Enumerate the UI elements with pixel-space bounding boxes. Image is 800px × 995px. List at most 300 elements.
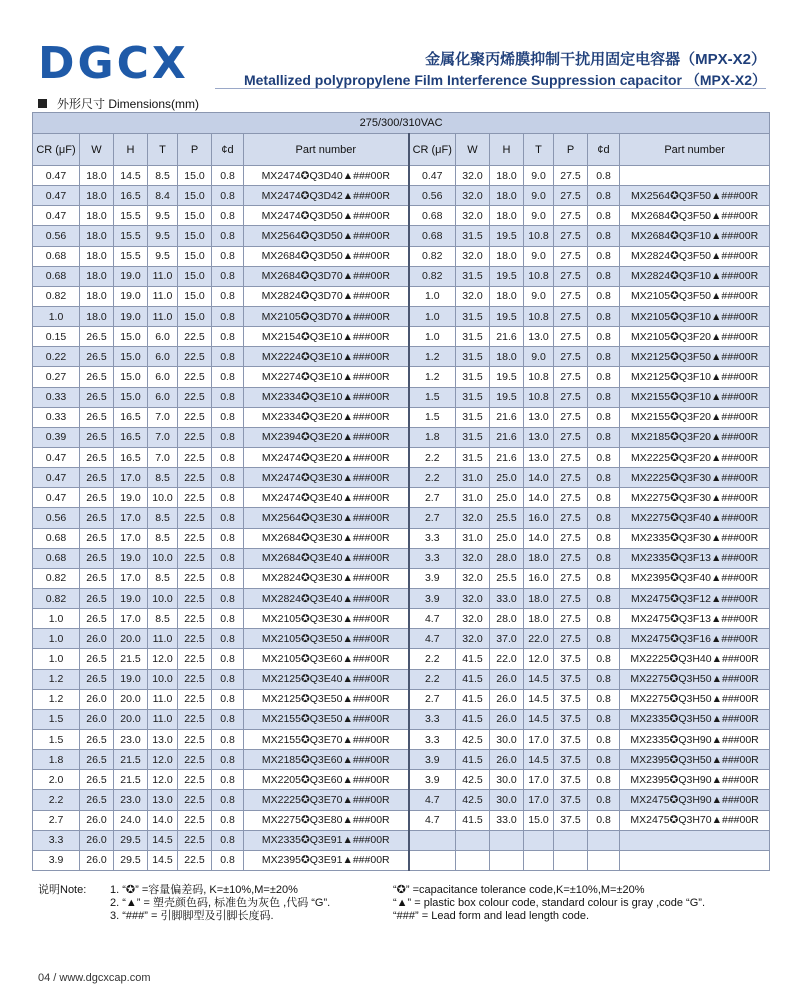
right-cell-part-number: MX2684✪Q3F10▲###00R: [620, 226, 770, 246]
right-cell-h: 25.0: [490, 488, 524, 508]
left-cell-w: 18.0: [80, 266, 114, 286]
right-cell-cr: 1.2: [409, 367, 456, 387]
left-cell-d: 0.8: [212, 689, 244, 709]
left-cell-cr: 0.68: [33, 528, 80, 548]
left-cell-w: 26.5: [80, 367, 114, 387]
left-cell-p: 22.5: [178, 790, 212, 810]
left-cell-part-number: MX2105✪Q3E60▲###00R: [244, 649, 409, 669]
right-cell-h: 28.0: [490, 609, 524, 629]
right-cell-p: 27.5: [554, 447, 588, 467]
left-cell-w: 26.0: [80, 850, 114, 870]
left-cell-p: 15.0: [178, 286, 212, 306]
left-cell-p: 22.5: [178, 709, 212, 729]
right-cell-t: 22.0: [524, 629, 554, 649]
left-cell-part-number: MX2185✪Q3E60▲###00R: [244, 750, 409, 770]
left-cell-p: 22.5: [178, 750, 212, 770]
right-cell-d: 0.8: [588, 286, 620, 306]
left-cell-h: 20.0: [114, 709, 148, 729]
table-row: [33, 629, 770, 649]
right-cell-cr: 4.7: [409, 609, 456, 629]
right-cell-cr: [409, 850, 456, 870]
right-cell-w: 31.5: [456, 226, 490, 246]
right-cell-w: 31.0: [456, 468, 490, 488]
left-cell-p: 22.5: [178, 468, 212, 488]
right-cell-d: 0.8: [588, 588, 620, 608]
right-cell-cr: 0.47: [409, 166, 456, 186]
left-cell-t: 11.0: [148, 689, 178, 709]
right-cell-t: 13.0: [524, 327, 554, 347]
table-row: [33, 528, 770, 548]
left-cell-p: 22.5: [178, 548, 212, 568]
left-cell-part-number: MX2684✪Q3E40▲###00R: [244, 548, 409, 568]
right-cell-t: 10.8: [524, 306, 554, 326]
left-cell-h: 19.0: [114, 266, 148, 286]
right-cell-w: 31.0: [456, 528, 490, 548]
left-cell-cr: 1.2: [33, 689, 80, 709]
right-cell-t: [524, 830, 554, 850]
note-cn-2: 2. “▲” = 塑壳颜色码, 标准色为灰色 ,代码 “G”.: [110, 897, 331, 909]
table-row: [33, 810, 770, 830]
right-cell-t: 14.0: [524, 488, 554, 508]
section-title: 外形尺寸 Dimensions(mm): [57, 97, 200, 111]
right-cell-part-number: MX2105✪Q3F20▲###00R: [620, 327, 770, 347]
col-header-part-number: Part number: [244, 134, 409, 166]
left-cell-d: 0.8: [212, 709, 244, 729]
right-cell-t: 9.0: [524, 286, 554, 306]
right-cell-d: 0.8: [588, 548, 620, 568]
left-cell-t: 8.5: [148, 166, 178, 186]
left-cell-cr: 0.47: [33, 186, 80, 206]
left-cell-w: 26.5: [80, 770, 114, 790]
right-cell-w: 31.5: [456, 367, 490, 387]
right-cell-h: 19.5: [490, 226, 524, 246]
right-cell-cr: 1.0: [409, 306, 456, 326]
right-cell-d: 0.8: [588, 226, 620, 246]
left-cell-w: 26.5: [80, 447, 114, 467]
right-cell-p: 37.5: [554, 770, 588, 790]
right-cell-p: 27.5: [554, 588, 588, 608]
left-cell-part-number: MX2564✪Q3D50▲###00R: [244, 226, 409, 246]
right-cell-cr: 4.7: [409, 810, 456, 830]
right-cell-d: 0.8: [588, 407, 620, 427]
col-header-t: T: [148, 134, 178, 166]
left-cell-part-number: MX2205✪Q3E60▲###00R: [244, 770, 409, 790]
table-row: [33, 327, 770, 347]
left-cell-h: 19.0: [114, 669, 148, 689]
right-cell-part-number: MX2475✪Q3F16▲###00R: [620, 629, 770, 649]
left-cell-cr: 1.2: [33, 669, 80, 689]
right-cell-d: 0.8: [588, 709, 620, 729]
left-cell-d: 0.8: [212, 669, 244, 689]
left-cell-d: 0.8: [212, 729, 244, 749]
right-cell-t: 9.0: [524, 206, 554, 226]
right-cell-cr: 1.5: [409, 387, 456, 407]
right-cell-p: 27.5: [554, 427, 588, 447]
right-cell-d: 0.8: [588, 629, 620, 649]
left-cell-p: 22.5: [178, 568, 212, 588]
left-cell-t: 11.0: [148, 629, 178, 649]
left-cell-part-number: MX2394✪Q3E20▲###00R: [244, 427, 409, 447]
table-row: [33, 266, 770, 286]
right-cell-w: 31.5: [456, 327, 490, 347]
left-cell-h: 21.5: [114, 750, 148, 770]
left-cell-d: 0.8: [212, 488, 244, 508]
right-cell-cr: 2.2: [409, 447, 456, 467]
right-cell-part-number: MX2684✪Q3F50▲###00R: [620, 206, 770, 226]
right-cell-p: 27.5: [554, 468, 588, 488]
right-cell-p: 27.5: [554, 206, 588, 226]
left-cell-h: 15.5: [114, 246, 148, 266]
left-cell-part-number: MX2274✪Q3E10▲###00R: [244, 367, 409, 387]
right-cell-h: 26.0: [490, 669, 524, 689]
right-cell-h: 33.0: [490, 588, 524, 608]
right-cell-p: 37.5: [554, 790, 588, 810]
left-cell-h: 14.5: [114, 166, 148, 186]
right-cell-t: 14.5: [524, 709, 554, 729]
right-cell-w: 32.0: [456, 588, 490, 608]
table-row: [33, 367, 770, 387]
left-cell-w: 26.0: [80, 830, 114, 850]
right-cell-part-number: MX2335✪Q3H90▲###00R: [620, 729, 770, 749]
table-row: [33, 447, 770, 467]
left-cell-part-number: MX2154✪Q3E10▲###00R: [244, 327, 409, 347]
left-cell-d: 0.8: [212, 830, 244, 850]
left-cell-cr: 0.68: [33, 246, 80, 266]
right-cell-w: 32.0: [456, 166, 490, 186]
right-cell-cr: 3.3: [409, 528, 456, 548]
right-cell-cr: 3.9: [409, 770, 456, 790]
left-cell-h: 15.5: [114, 226, 148, 246]
right-cell-w: 31.0: [456, 488, 490, 508]
table-row: [33, 729, 770, 749]
left-cell-part-number: MX2474✪Q3D50▲###00R: [244, 206, 409, 226]
col-header-t: T: [524, 134, 554, 166]
right-cell-cr: 2.7: [409, 689, 456, 709]
right-cell-t: [524, 850, 554, 870]
right-cell-part-number: MX2125✪Q3F50▲###00R: [620, 347, 770, 367]
left-cell-h: 16.5: [114, 186, 148, 206]
right-cell-w: 42.5: [456, 790, 490, 810]
left-cell-d: 0.8: [212, 427, 244, 447]
left-cell-t: 6.0: [148, 327, 178, 347]
left-cell-w: 26.5: [80, 588, 114, 608]
left-cell-p: 22.5: [178, 407, 212, 427]
left-cell-p: 15.0: [178, 226, 212, 246]
right-cell-part-number: MX2225✪Q3H40▲###00R: [620, 649, 770, 669]
right-cell-cr: 4.7: [409, 790, 456, 810]
right-cell-p: 37.5: [554, 669, 588, 689]
table-row: [33, 166, 770, 186]
right-cell-d: 0.8: [588, 387, 620, 407]
table-row: [33, 246, 770, 266]
right-cell-w: 42.5: [456, 729, 490, 749]
right-cell-part-number: MX2564✪Q3F50▲###00R: [620, 186, 770, 206]
left-cell-d: 0.8: [212, 166, 244, 186]
left-cell-part-number: MX2225✪Q3E70▲###00R: [244, 790, 409, 810]
left-cell-d: 0.8: [212, 609, 244, 629]
right-cell-w: 41.5: [456, 689, 490, 709]
left-cell-d: 0.8: [212, 629, 244, 649]
right-cell-d: 0.8: [588, 206, 620, 226]
right-cell-h: 19.5: [490, 367, 524, 387]
left-cell-cr: 0.22: [33, 347, 80, 367]
left-cell-t: 8.5: [148, 609, 178, 629]
right-cell-t: 9.0: [524, 166, 554, 186]
left-cell-cr: 1.0: [33, 629, 80, 649]
right-cell-part-number: MX2225✪Q3F20▲###00R: [620, 447, 770, 467]
left-cell-cr: 0.33: [33, 387, 80, 407]
left-cell-part-number: MX2334✪Q3E20▲###00R: [244, 407, 409, 427]
left-cell-cr: 0.15: [33, 327, 80, 347]
right-cell-t: 17.0: [524, 729, 554, 749]
right-cell-h: 21.6: [490, 407, 524, 427]
left-cell-part-number: MX2105✪Q3E50▲###00R: [244, 629, 409, 649]
right-cell-d: 0.8: [588, 347, 620, 367]
right-cell-cr: 3.9: [409, 568, 456, 588]
right-cell-cr: 1.0: [409, 327, 456, 347]
left-cell-w: 26.5: [80, 528, 114, 548]
left-cell-p: 22.5: [178, 528, 212, 548]
table-row: [33, 830, 770, 850]
right-cell-p: 27.5: [554, 186, 588, 206]
table-row: [33, 508, 770, 528]
left-cell-cr: 0.47: [33, 166, 80, 186]
right-cell-h: 18.0: [490, 166, 524, 186]
left-cell-w: 26.0: [80, 689, 114, 709]
right-cell-p: 27.5: [554, 327, 588, 347]
right-cell-h: 25.0: [490, 528, 524, 548]
left-cell-d: 0.8: [212, 548, 244, 568]
right-cell-h: 18.0: [490, 246, 524, 266]
brand-logo: DGCX: [38, 38, 189, 89]
section-heading: [38, 95, 199, 112]
left-cell-p: 15.0: [178, 306, 212, 326]
table-row: [33, 387, 770, 407]
left-cell-cr: 2.7: [33, 810, 80, 830]
right-cell-p: 27.5: [554, 528, 588, 548]
left-cell-t: 14.5: [148, 850, 178, 870]
left-cell-w: 26.5: [80, 488, 114, 508]
right-cell-t: 15.0: [524, 810, 554, 830]
left-cell-part-number: MX2824✪Q3D70▲###00R: [244, 286, 409, 306]
left-cell-h: 19.0: [114, 286, 148, 306]
right-cell-t: 10.8: [524, 367, 554, 387]
right-cell-p: 27.5: [554, 548, 588, 568]
col-header-cr: CR (μF): [33, 134, 80, 166]
left-cell-cr: 3.3: [33, 830, 80, 850]
right-cell-h: 21.6: [490, 447, 524, 467]
right-cell-part-number: [620, 830, 770, 850]
left-cell-cr: 1.0: [33, 306, 80, 326]
right-cell-p: 27.5: [554, 266, 588, 286]
right-cell-cr: 1.2: [409, 347, 456, 367]
left-cell-w: 18.0: [80, 286, 114, 306]
right-cell-p: [554, 850, 588, 870]
left-cell-part-number: MX2564✪Q3E30▲###00R: [244, 508, 409, 528]
right-cell-d: 0.8: [588, 790, 620, 810]
left-cell-part-number: MX2125✪Q3E40▲###00R: [244, 669, 409, 689]
left-cell-d: 0.8: [212, 286, 244, 306]
left-cell-t: 11.0: [148, 306, 178, 326]
table-row: [33, 407, 770, 427]
right-cell-cr: 0.68: [409, 206, 456, 226]
right-cell-d: 0.8: [588, 669, 620, 689]
right-cell-p: 27.5: [554, 508, 588, 528]
left-cell-t: 6.0: [148, 347, 178, 367]
left-cell-h: 20.0: [114, 689, 148, 709]
right-cell-d: 0.8: [588, 609, 620, 629]
right-cell-h: 30.0: [490, 770, 524, 790]
table-row: [33, 347, 770, 367]
left-cell-t: 8.5: [148, 528, 178, 548]
left-cell-d: 0.8: [212, 347, 244, 367]
right-cell-t: 13.0: [524, 447, 554, 467]
left-cell-part-number: MX2684✪Q3D70▲###00R: [244, 266, 409, 286]
left-cell-w: 18.0: [80, 246, 114, 266]
left-cell-w: 26.5: [80, 407, 114, 427]
right-cell-part-number: MX2475✪Q3H90▲###00R: [620, 790, 770, 810]
right-cell-h: 26.0: [490, 709, 524, 729]
left-cell-w: 18.0: [80, 186, 114, 206]
left-cell-t: 14.5: [148, 830, 178, 850]
left-cell-cr: 0.27: [33, 367, 80, 387]
right-cell-h: 25.5: [490, 568, 524, 588]
left-cell-part-number: MX2474✪Q3E40▲###00R: [244, 488, 409, 508]
left-cell-p: 22.5: [178, 609, 212, 629]
left-cell-w: 18.0: [80, 226, 114, 246]
left-cell-cr: 0.33: [33, 407, 80, 427]
right-cell-h: 19.5: [490, 387, 524, 407]
left-cell-cr: 0.47: [33, 488, 80, 508]
left-cell-d: 0.8: [212, 226, 244, 246]
left-cell-p: 22.5: [178, 729, 212, 749]
left-cell-d: 0.8: [212, 327, 244, 347]
table-row: [33, 427, 770, 447]
right-cell-t: 10.8: [524, 226, 554, 246]
left-cell-t: 7.0: [148, 407, 178, 427]
right-cell-t: 9.0: [524, 347, 554, 367]
col-header-p: P: [554, 134, 588, 166]
right-cell-h: 28.0: [490, 548, 524, 568]
right-cell-t: 10.8: [524, 387, 554, 407]
right-cell-cr: 1.5: [409, 407, 456, 427]
right-cell-h: 18.0: [490, 206, 524, 226]
right-cell-h: 37.0: [490, 629, 524, 649]
right-cell-w: 31.5: [456, 447, 490, 467]
right-cell-t: 14.5: [524, 750, 554, 770]
left-cell-h: 23.0: [114, 790, 148, 810]
right-cell-t: 16.0: [524, 568, 554, 588]
left-cell-t: 7.0: [148, 447, 178, 467]
left-cell-d: 0.8: [212, 810, 244, 830]
right-cell-w: 32.0: [456, 206, 490, 226]
right-cell-h: 18.0: [490, 286, 524, 306]
right-cell-part-number: MX2105✪Q3F50▲###00R: [620, 286, 770, 306]
left-cell-t: 9.5: [148, 226, 178, 246]
right-cell-t: 9.0: [524, 186, 554, 206]
right-cell-p: 27.5: [554, 226, 588, 246]
right-cell-t: 13.0: [524, 407, 554, 427]
left-cell-cr: 3.9: [33, 850, 80, 870]
col-header-cr: CR (μF): [409, 134, 456, 166]
left-cell-t: 11.0: [148, 286, 178, 306]
left-cell-w: 26.5: [80, 790, 114, 810]
right-cell-part-number: [620, 850, 770, 870]
left-cell-h: 21.5: [114, 649, 148, 669]
left-cell-w: 26.5: [80, 508, 114, 528]
col-header-d: ¢d: [212, 134, 244, 166]
col-header-p: P: [178, 134, 212, 166]
left-cell-h: 17.0: [114, 508, 148, 528]
right-cell-h: [490, 850, 524, 870]
table-row: [33, 186, 770, 206]
right-cell-part-number: MX2105✪Q3F10▲###00R: [620, 306, 770, 326]
left-cell-cr: 0.68: [33, 548, 80, 568]
left-cell-w: 26.5: [80, 729, 114, 749]
left-cell-part-number: MX2474✪Q3E30▲###00R: [244, 468, 409, 488]
table-row: [33, 689, 770, 709]
table-row: [33, 488, 770, 508]
left-cell-part-number: MX2224✪Q3E10▲###00R: [244, 347, 409, 367]
left-cell-d: 0.8: [212, 266, 244, 286]
right-cell-cr: 2.2: [409, 649, 456, 669]
right-cell-cr: 3.3: [409, 709, 456, 729]
table-row: [33, 649, 770, 669]
right-cell-part-number: MX2475✪Q3H70▲###00R: [620, 810, 770, 830]
left-cell-part-number: MX2275✪Q3E80▲###00R: [244, 810, 409, 830]
right-cell-p: 27.5: [554, 488, 588, 508]
right-cell-t: 12.0: [524, 649, 554, 669]
right-cell-t: 18.0: [524, 588, 554, 608]
table-row: [33, 286, 770, 306]
right-cell-cr: 2.7: [409, 508, 456, 528]
right-cell-h: 19.5: [490, 306, 524, 326]
left-cell-cr: 0.47: [33, 447, 80, 467]
left-cell-part-number: MX2155✪Q3E50▲###00R: [244, 709, 409, 729]
right-cell-cr: 3.3: [409, 548, 456, 568]
left-cell-t: 14.0: [148, 810, 178, 830]
right-cell-t: 9.0: [524, 246, 554, 266]
right-cell-p: 27.5: [554, 166, 588, 186]
left-cell-d: 0.8: [212, 468, 244, 488]
left-cell-h: 15.0: [114, 327, 148, 347]
left-cell-t: 11.0: [148, 266, 178, 286]
left-cell-cr: 1.0: [33, 609, 80, 629]
left-cell-h: 19.0: [114, 306, 148, 326]
left-cell-t: 8.4: [148, 186, 178, 206]
right-cell-cr: 0.68: [409, 226, 456, 246]
left-cell-h: 17.0: [114, 568, 148, 588]
table-row: [33, 306, 770, 326]
left-cell-w: 26.5: [80, 669, 114, 689]
right-cell-w: [456, 830, 490, 850]
right-cell-h: 21.6: [490, 427, 524, 447]
right-cell-part-number: MX2155✪Q3F10▲###00R: [620, 387, 770, 407]
right-cell-d: 0.8: [588, 729, 620, 749]
right-cell-p: 27.5: [554, 347, 588, 367]
note-cn-1: 1. “✪” =容量偏差码, K=±10%,M=±20%: [110, 884, 298, 896]
left-cell-p: 22.5: [178, 770, 212, 790]
left-cell-w: 26.5: [80, 347, 114, 367]
left-cell-p: 22.5: [178, 810, 212, 830]
left-cell-w: 18.0: [80, 206, 114, 226]
right-cell-d: [588, 830, 620, 850]
note-en-1: “✪” =capacitance tolerance code,K=±10%,M=±20%: [393, 884, 645, 896]
col-header-part-number: Part number: [620, 134, 770, 166]
right-cell-w: 41.5: [456, 750, 490, 770]
left-cell-h: 17.0: [114, 468, 148, 488]
left-cell-cr: 0.56: [33, 508, 80, 528]
